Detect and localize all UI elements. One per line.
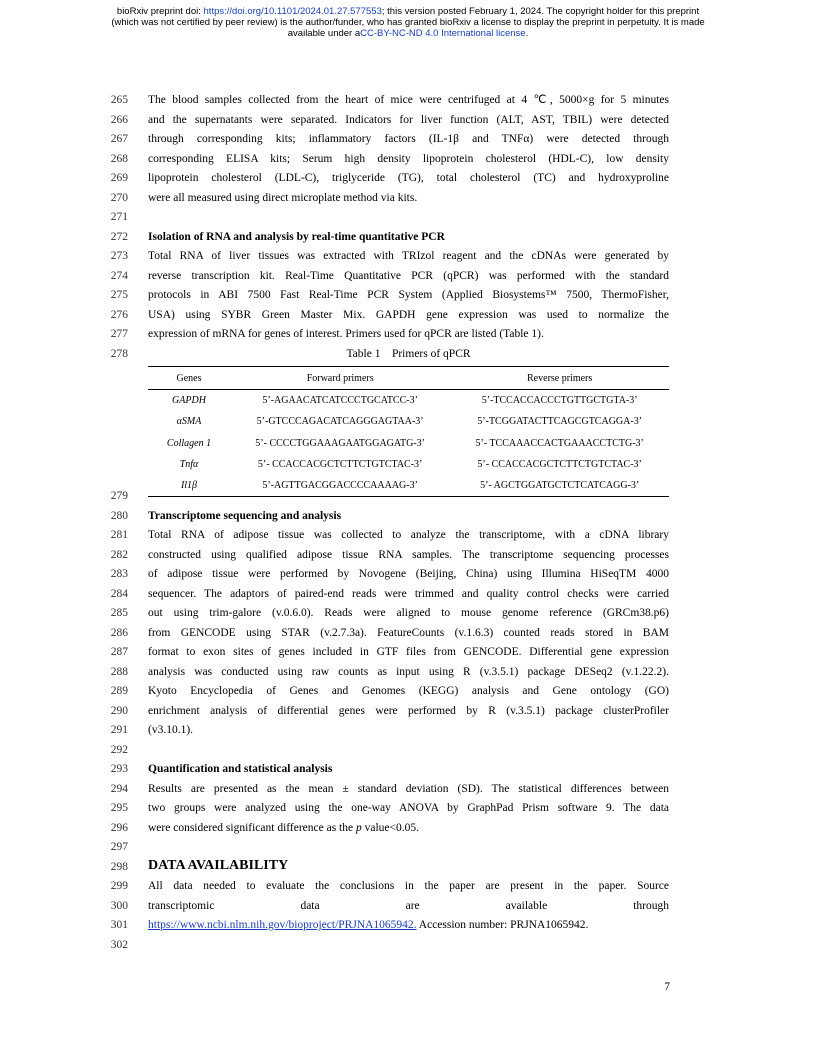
- line-number: 269: [110, 172, 128, 184]
- text-line: of adipose tissue were performed by Novogene (Beijing, China) using Illumina HiSeqTM 4000: [148, 568, 669, 580]
- line-number: 293: [110, 763, 128, 775]
- gene-cell: Il1β: [148, 475, 230, 497]
- line-number: 292: [110, 744, 128, 756]
- text-line: Results are presented as the mean ± standard deviation (SD). The statistical differences between: [148, 783, 669, 795]
- text-line: through corresponding kits; inflammatory factors (IL-1β and TNFα) were detected through: [148, 133, 669, 145]
- column-header: Forward primers: [230, 367, 450, 390]
- text-line: The blood samples collected from the heart of mice were centrifuged at 4 ℃, 5000×g for 5 minutes: [148, 94, 669, 106]
- p-symbol: p: [355, 822, 362, 834]
- line-number: 301: [110, 919, 128, 931]
- text-line: All data needed to evaluate the conclusions in the paper are present in the paper. Source: [148, 880, 669, 892]
- preprint-header-line1: [0, 6, 816, 17]
- line-number: 278: [110, 348, 128, 360]
- line-number: 275: [110, 289, 128, 301]
- line-number: 287: [110, 646, 128, 658]
- text-line: reverse transcription kit. Real-Time Quantitative PCR (qPCR) was performed with the standard: [148, 270, 669, 282]
- header-text: ; this version posted February 1, 2024. The copyright holder for this preprint: [381, 6, 700, 17]
- table-row: [148, 433, 669, 454]
- line-number: 266: [110, 114, 128, 126]
- line-number: 279: [110, 490, 128, 502]
- gene-cell: Collagen 1: [166, 437, 212, 449]
- table-row: [148, 390, 669, 412]
- column-header: Genes: [148, 367, 230, 390]
- text-line: were all measured using direct microplate method via kits.: [148, 192, 418, 204]
- table-row: [148, 475, 669, 497]
- line-number: 274: [110, 270, 128, 282]
- header-text: .: [525, 28, 529, 39]
- reverse-primer-cell: 5’-TCCACCACCCTGTTGCTGTA-3’: [481, 395, 638, 407]
- text-line: from GENCODE using STAR (v.2.7.3a). FeatureCounts (v.1.6.3) counted reads stored in BAM: [148, 627, 669, 639]
- text-line: sequencer. The adaptors of paired-end reads were trimmed and quality control checks were carried: [148, 588, 669, 600]
- text-line: expression of mRNA for genes of interest. Primers used for qPCR are listed (Table 1).: [148, 328, 544, 340]
- line-number: 267: [110, 133, 128, 145]
- text-span: were considered significant difference as the: [148, 822, 356, 834]
- text-line: two groups were analyzed using the one-way ANOVA by GraphPad Prism software 9. The data: [148, 802, 669, 814]
- header-text: bioRxiv preprint doi:: [116, 6, 204, 17]
- gene-cell: αSMA: [176, 416, 202, 428]
- license-link[interactable]: CC-BY-NC-ND 4.0 International license: [360, 28, 526, 39]
- table-header-row: [148, 367, 669, 390]
- section-heading-statistics: Quantification and statistical analysis: [148, 763, 333, 775]
- text-line: out using trim-galore (v.0.6.0). Reads were aligned to mouse genome reference (GRCm38.p6): [148, 607, 669, 619]
- line-number: 300: [110, 900, 128, 912]
- text-line: corresponding ELISA kits; Serum high density lipoprotein cholesterol (HDL-C), low density: [148, 153, 669, 165]
- section-heading-rna: Isolation of RNA and analysis by real-time quantitative PCR: [148, 231, 445, 243]
- primers-table: [148, 366, 669, 497]
- text-line: Kyoto Encyclopedia of Genes and Genomes (KEGG) analysis and Gene ontology (GO): [148, 685, 669, 697]
- text-line: analysis was conducted using raw counts as input using R (v.3.5.1) package DESeq2 (v.1.22.2).: [148, 666, 669, 678]
- text-line: protocols in ABI 7500 Fast Real-Time PCR System (Applied Biosystems™ 7500, ThermoFisher,: [148, 289, 669, 301]
- line-number: 291: [110, 724, 128, 736]
- reverse-primer-cell: 5’- TCCAAACCACTGAAACCTCTG-3’: [475, 437, 644, 449]
- line-number: 284: [110, 588, 128, 600]
- text-line: (v3.10.1).: [148, 724, 194, 736]
- line-number: 276: [110, 309, 128, 321]
- line-number: 277: [110, 328, 128, 340]
- line-number: 286: [110, 627, 128, 639]
- line-number: 294: [110, 783, 128, 795]
- line-number: 271: [110, 211, 128, 223]
- line-number: 295: [110, 802, 128, 814]
- text-line: Total RNA of liver tissues was extracted with TRIzol reagent and the cDNAs were generated by: [148, 250, 669, 262]
- text-line: constructed using qualified adipose tissue RNA samples. The transcriptome sequencing processes: [148, 549, 669, 561]
- gene-cell: Tnfα: [179, 459, 199, 471]
- line-number: 296: [110, 822, 128, 834]
- line-number: 288: [110, 666, 128, 678]
- table-caption: Table 1 Primers of qPCR: [346, 348, 471, 360]
- page-number: 7: [664, 981, 670, 993]
- text-line: [148, 822, 669, 835]
- line-number: 298: [110, 861, 128, 873]
- line-number: 265: [110, 94, 128, 106]
- text-line: and the supernatants were separated. Indicators for liver function (ALT, AST, TBIL) were detected: [148, 114, 669, 126]
- line-number: 289: [110, 685, 128, 697]
- text-line: enrichment analysis of differential genes were performed by R (v.3.5.1) package clusterProfiler: [148, 705, 669, 717]
- section-heading-data-availability: DATA AVAILABILITY: [148, 858, 289, 873]
- text-line: format to exon sites of genes included in GTF files from GENCODE. Differential gene expression: [148, 646, 669, 658]
- forward-primer-cell: 5’- CCACCACGCTCTTCTGTCTAC-3’: [257, 459, 423, 471]
- doi-link[interactable]: https://doi.org/10.1101/2024.01.27.577553: [203, 6, 382, 17]
- line-number: 268: [110, 153, 128, 165]
- table-row: [148, 454, 669, 475]
- accession-text: Accession number: PRJNA1065942.: [416, 919, 589, 931]
- line-number: 272: [110, 231, 128, 243]
- bioproject-link[interactable]: https://www.ncbi.nlm.nih.gov/bioproject/PRJNA1065942.: [148, 919, 417, 931]
- gene-cell: GAPDH: [172, 395, 206, 407]
- line-number: 280: [110, 510, 128, 522]
- line-number: 302: [110, 939, 128, 951]
- forward-primer-cell: 5’-GTCCCAGACATCAGGGAGTAA-3’: [256, 416, 424, 428]
- forward-primer-cell: 5’-AGAACATCATCCCTGCATCC-3’: [262, 395, 418, 407]
- column-header: Reverse primers: [450, 367, 669, 390]
- reverse-primer-cell: 5’- CCACCACGCTCTTCTGTCTAC-3’: [477, 459, 642, 471]
- text-line: transcriptomic data are available through: [148, 900, 669, 912]
- preprint-header-line3: [0, 28, 816, 39]
- text-span: value<0.05.: [361, 822, 419, 834]
- forward-primer-cell: 5’- CCCCTGGAAAGAATGGAGATG-3’: [255, 437, 426, 449]
- line-number: 273: [110, 250, 128, 262]
- forward-primer-cell: 5’-AGTTGACGGACCCCAAAAG-3’: [230, 475, 450, 497]
- reverse-primer-cell: 5’- AGCTGGATGCTCTCATCAGG-3’: [450, 475, 669, 497]
- line-number: 297: [110, 841, 128, 853]
- line-number: 283: [110, 568, 128, 580]
- text-line: USA) using SYBR Green Master Mix. GAPDH gene expression was used to normalize the: [148, 309, 669, 321]
- line-number: 299: [110, 880, 128, 892]
- header-text: available under a: [287, 28, 361, 39]
- reverse-primer-cell: 5’-TCGGATACTTCAGCGTCAGGA-3’: [477, 416, 643, 428]
- line-number: 290: [110, 705, 128, 717]
- table-row: [148, 411, 669, 432]
- text-line: Total RNA of adipose tissue was collected to analyze the transcriptome, with a cDNA library: [148, 529, 669, 541]
- line-number: 270: [110, 192, 128, 204]
- text-line: [148, 919, 669, 932]
- line-number: 285: [110, 607, 128, 619]
- section-heading-transcriptome: Transcriptome sequencing and analysis: [148, 510, 342, 522]
- line-number: 282: [110, 549, 128, 561]
- text-line: lipoprotein cholesterol (LDL-C), triglyceride (TG), total cholesterol (TC) and hydroxyproline: [148, 172, 669, 184]
- line-number: 281: [110, 529, 128, 541]
- preprint-header-line2: (which was not certified by peer review) is the author/funder, who has granted bioRxiv a license to display the preprint in perpetuity. It is made: [111, 17, 705, 28]
